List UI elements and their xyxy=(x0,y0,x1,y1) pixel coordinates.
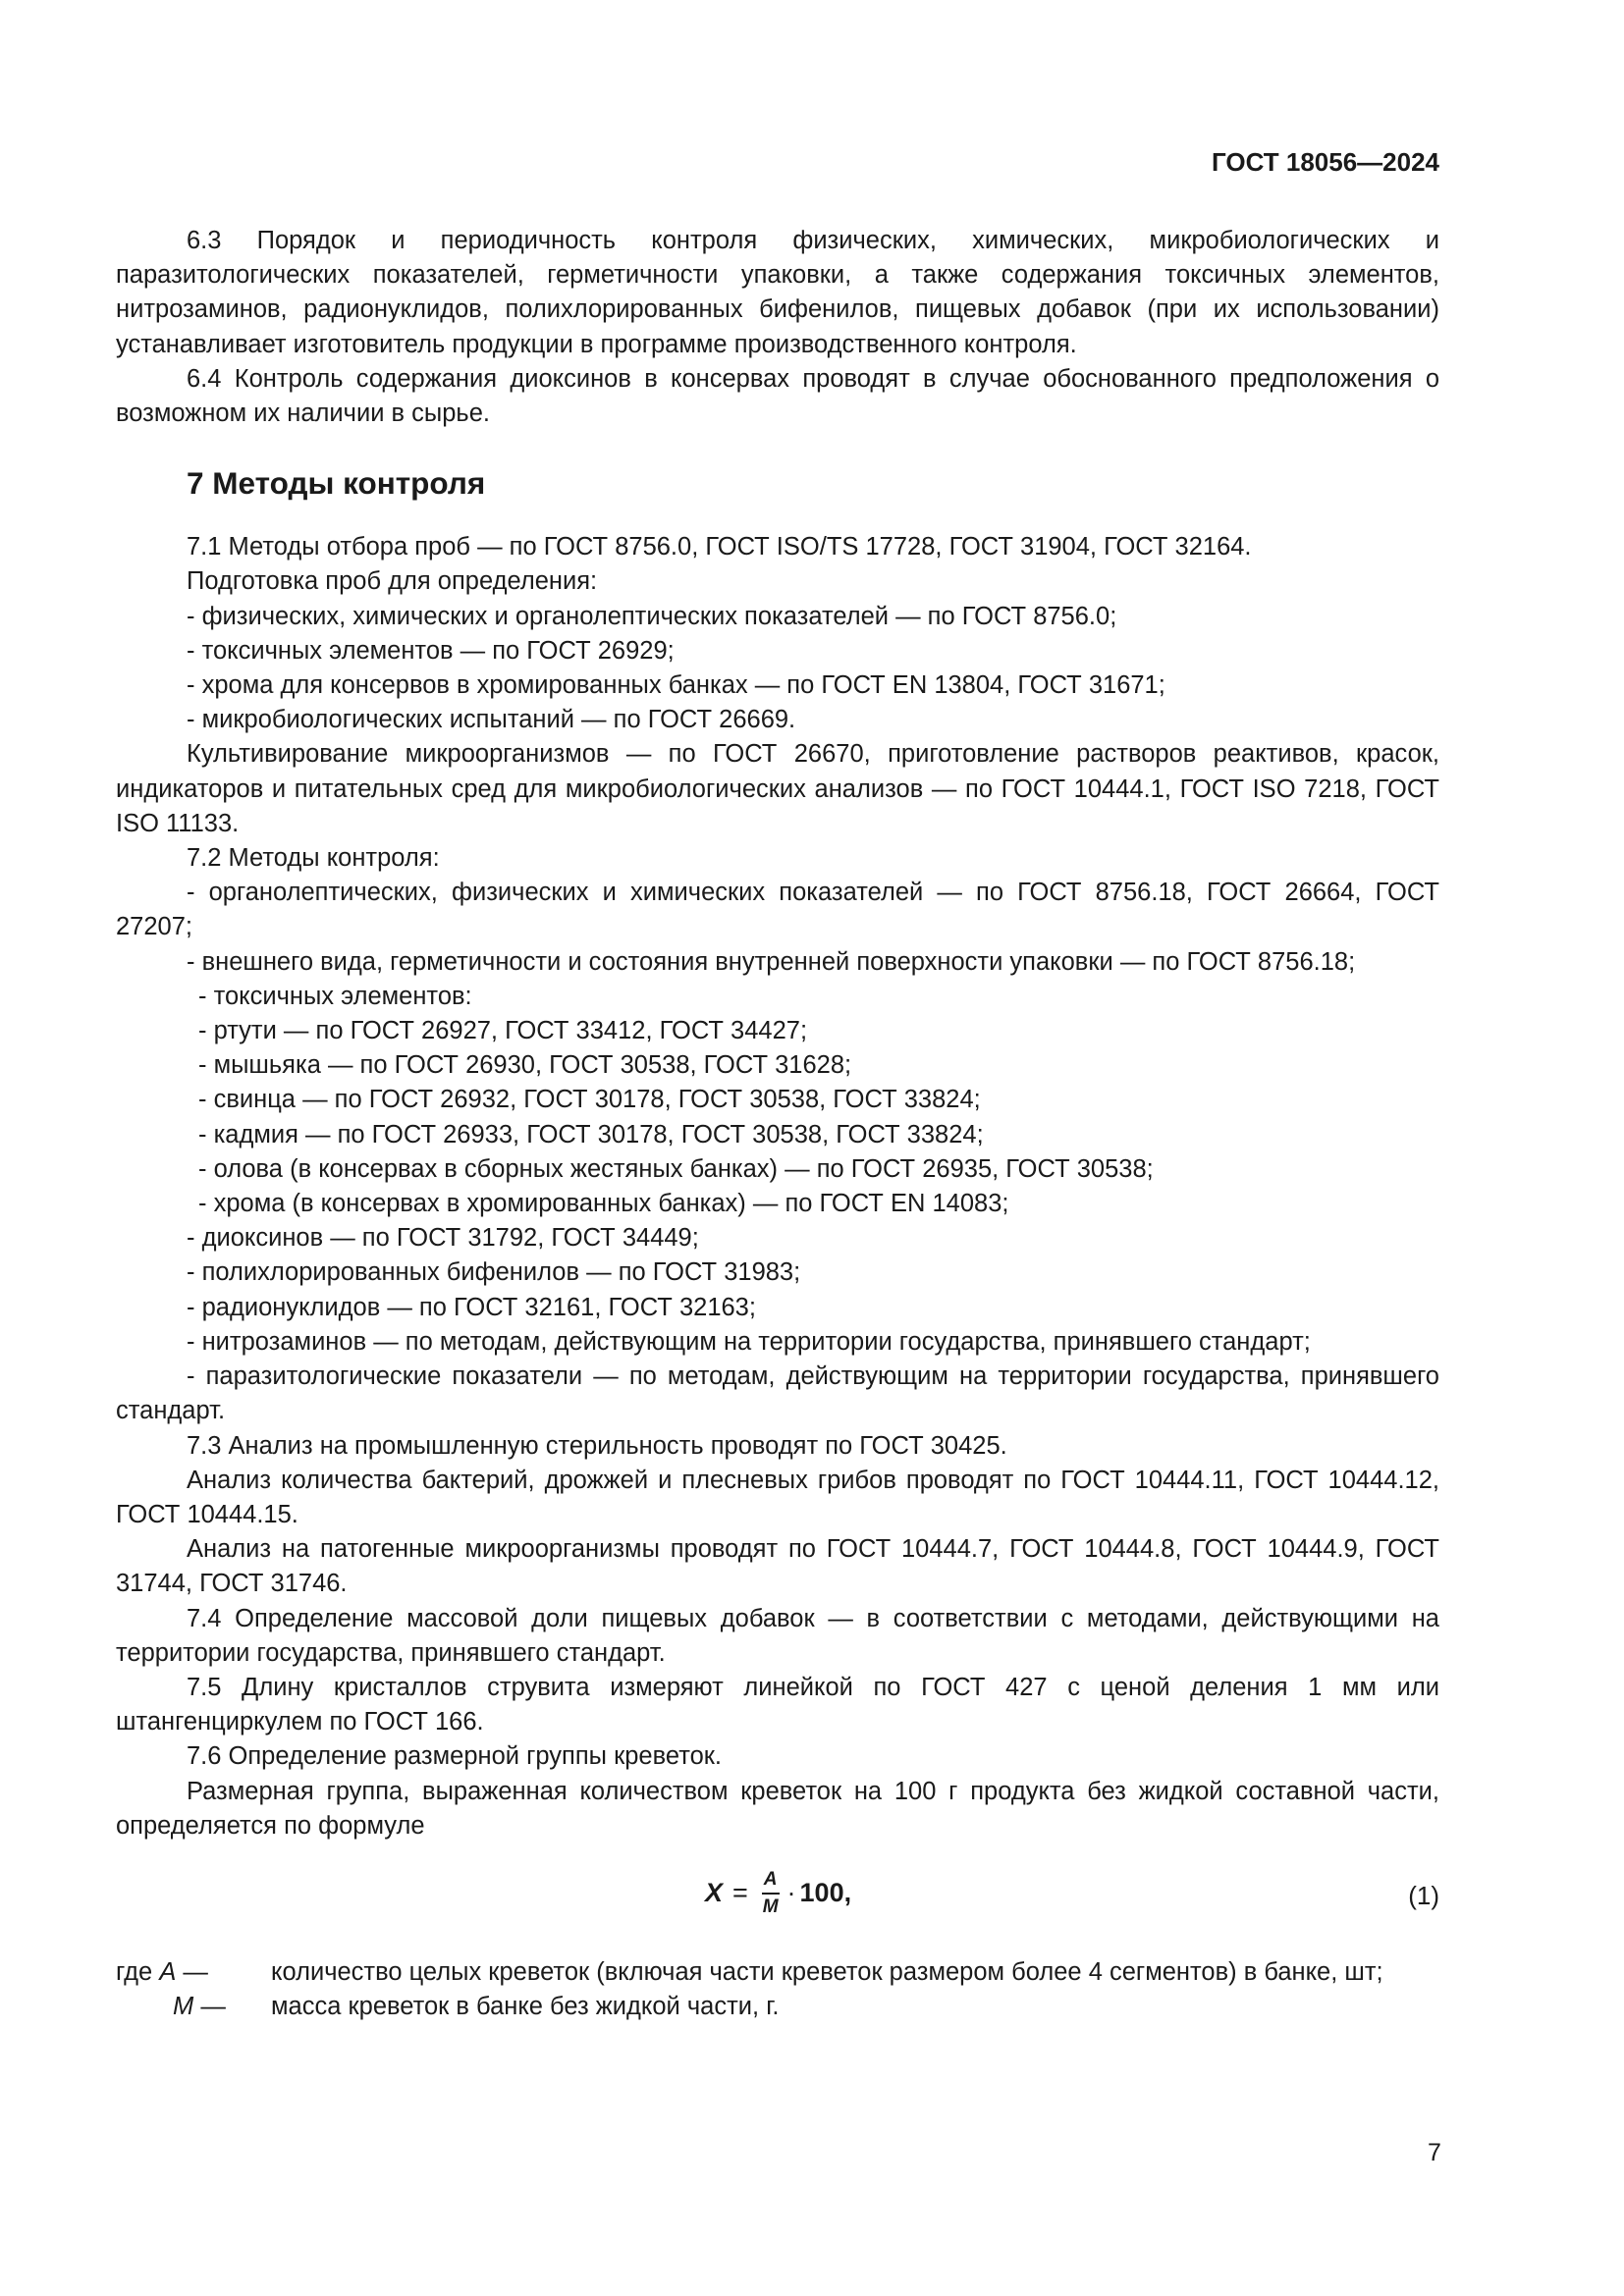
sub-list-item: - хрома (в консервах в хромированных банках) — по ГОСТ EN 14083; xyxy=(198,1190,1009,1218)
formula-equals: = xyxy=(732,1878,748,1908)
where-var-m: M xyxy=(173,1993,194,2021)
paragraph-7-5: 7.5 Длину кристаллов струвита измеряют линейкой по ГОСТ 427 с ценой деления 1 мм или штангенциркулем по ГОСТ 166. xyxy=(116,1673,1439,1736)
sub-list-item: - кадмия — по ГОСТ 26933, ГОСТ 30178, ГОСТ 30538, ГОСТ 33824; xyxy=(198,1120,984,1148)
sub-list-item: - олова (в консервах в сборных жестяных банках) — по ГОСТ 26935, ГОСТ 30538; xyxy=(198,1154,1154,1183)
list-item: - радионуклидов — по ГОСТ 32161, ГОСТ 32163; xyxy=(187,1293,756,1321)
paragraph-7-2: 7.2 Методы контроля: xyxy=(187,844,440,873)
where-row-a xyxy=(116,1955,1439,1990)
formula-dot: · xyxy=(786,1878,796,1908)
formula-multiplier: 100, xyxy=(799,1878,852,1908)
sub-list-item: - ртути — по ГОСТ 26927, ГОСТ 33412, ГОСТ 34427; xyxy=(198,1017,808,1045)
document-header: ГОСТ 18056—2024 xyxy=(1212,147,1439,177)
page-number: 7 xyxy=(1428,2139,1441,2166)
list-item: - хрома для консервов в хромированных банках — по ГОСТ EN 13804, ГОСТ 31671; xyxy=(187,671,1165,700)
formula-fraction xyxy=(762,1869,780,1918)
sample-prep-intro: Подготовка проб для определения: xyxy=(187,567,598,596)
bacteria-paragraph: Анализ количества бактерий, дрожжей и плесневых грибов проводят по ГОСТ 10444.11, ГОСТ 10444.12, ГОСТ 10444.15. xyxy=(116,1466,1439,1528)
section-title: 7 Методы контроля xyxy=(187,465,486,502)
size-group-paragraph: Размерная группа, выраженная количеством креветок на 100 г продукта без жидкой составной части, определяется по формуле xyxy=(116,1777,1439,1840)
where-text-m: масса креветок в банке без жидкой части, г. xyxy=(271,1993,780,2021)
where-dash: — xyxy=(183,1957,208,1986)
document-body xyxy=(116,224,1439,2024)
where-var-a: A xyxy=(159,1957,177,1986)
list-item: - физических, химических и органолептических показателей — по ГОСТ 8756.0; xyxy=(187,602,1117,630)
list-item: - полихлорированных бифенилов — по ГОСТ 31983; xyxy=(187,1258,801,1287)
formula-1 xyxy=(116,1851,1439,1955)
paragraph-7-4: 7.4 Определение массовой доли пищевых добавок — в соответствии с методами, действующими на территории государства, принявшего стандарт. xyxy=(116,1604,1439,1667)
list-item: - внешнего вида, герметичности и состояния внутренней поверхности упаковки — по ГОСТ 8756.18; xyxy=(187,947,1356,976)
where-text-a: количество целых креветок (включая части креветок размером более 4 сегментов) в банке, шт; xyxy=(271,1957,1383,1986)
paragraph-7-1: 7.1 Методы отбора проб — по ГОСТ 8756.0, ГОСТ ISO/TS 17728, ГОСТ 31904, ГОСТ 32164. xyxy=(187,533,1252,561)
where-dash: — xyxy=(200,1993,226,2021)
sub-list-item: - свинца — по ГОСТ 26932, ГОСТ 30178, ГОСТ 30538, ГОСТ 33824; xyxy=(198,1086,981,1114)
where-row-m xyxy=(116,1990,1439,2024)
paragraph-7-6: 7.6 Определение размерной группы креветок. xyxy=(187,1742,723,1771)
fraction-bar xyxy=(762,1893,780,1895)
formula-denominator: M xyxy=(762,1896,779,1917)
sub-list-item: - токсичных элементов: xyxy=(198,982,472,1010)
paragraph-6-4: 6.4 Контроль содержания диоксинов в консервах проводят в случае обоснованного предположения о возможном их наличии в сырье. xyxy=(116,364,1439,428)
list-item: - нитрозаминов — по методам, действующим на территории государства, принявшего стандарт; xyxy=(187,1327,1311,1356)
paragraph-6-3: 6.3 Порядок и периодичность контроля физических, химических, микробиологических и паразитологических показателей, герметичности упаковки, а также содержания токсичных элементов, нитрозаминов, радионуклидов, полихлорированных бифенилов, пищевых добавок (при их использовании) устанавливает изготовитель продукции в программе производственного контроля. xyxy=(116,227,1439,358)
list-item: - диоксинов — по ГОСТ 31792, ГОСТ 34449; xyxy=(187,1224,699,1253)
where-label xyxy=(116,1990,271,2024)
formula-expression xyxy=(705,1869,851,1918)
sub-list-item: - мышьяка — по ГОСТ 26930, ГОСТ 30538, ГОСТ 31628; xyxy=(198,1051,852,1080)
pathogens-paragraph: Анализ на патогенные микроорганизмы проводят по ГОСТ 10444.7, ГОСТ 10444.8, ГОСТ 10444.9, ГОСТ 31744, ГОСТ 31746. xyxy=(116,1535,1439,1598)
formula-numerator: A xyxy=(763,1868,778,1890)
list-item: - паразитологические показатели — по методам, действующим на территории государства, принявшего стандарт. xyxy=(116,1362,1439,1425)
formula-lhs: X xyxy=(705,1878,724,1908)
cultivation-paragraph: Культивирование микроорганизмов — по ГОСТ 26670, приготовление растворов реактивов, красок, индикаторов и питательных сред для микробиологических анализов — по ГОСТ 10444.1, ГОСТ ISO 7218, ГОСТ ISO 11133. xyxy=(116,740,1439,837)
list-item: - органолептических, физических и химических показателей — по ГОСТ 8756.18, ГОСТ 26664, ГОСТ 27207; xyxy=(116,879,1439,941)
formula-number: (1) xyxy=(1408,1880,1439,1910)
list-item: - микробиологических испытаний — по ГОСТ 26669. xyxy=(187,706,796,734)
where-prefix: где xyxy=(116,1957,153,1986)
paragraph-7-3: 7.3 Анализ на промышленную стерильность проводят по ГОСТ 30425. xyxy=(187,1431,1007,1460)
list-item: - токсичных элементов — по ГОСТ 26929; xyxy=(187,636,675,665)
where-label xyxy=(116,1955,271,1990)
